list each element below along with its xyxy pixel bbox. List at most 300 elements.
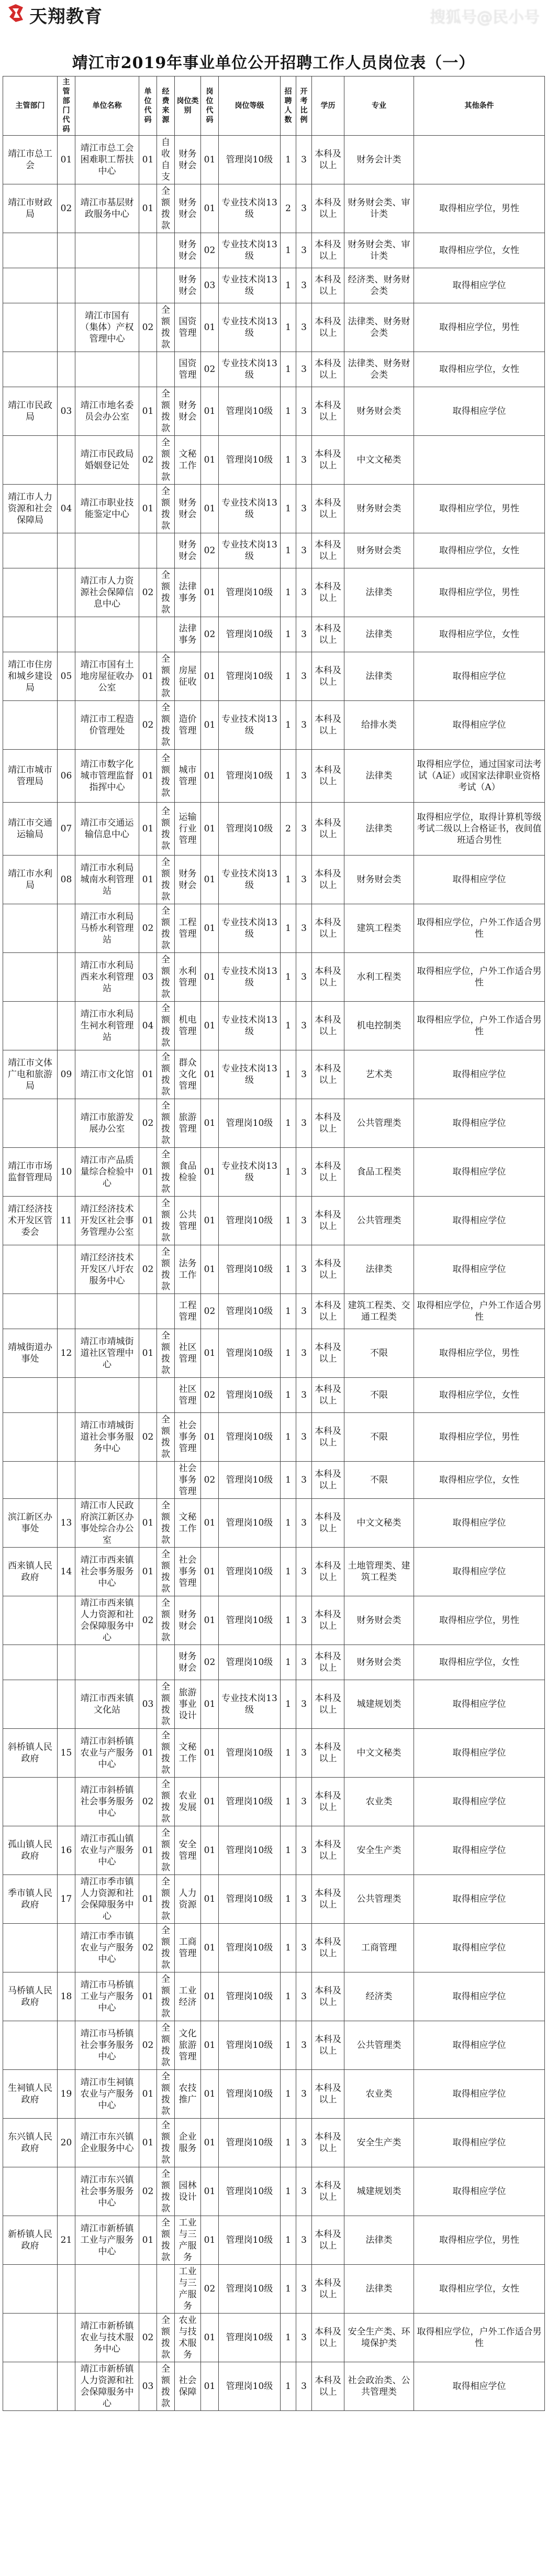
ratio-cell: 3 — [296, 701, 312, 750]
fund-cell: 全额拨款 — [157, 652, 175, 701]
education-cell: 本科及以上 — [312, 1148, 344, 1197]
education-cell: 本科及以上 — [312, 1875, 344, 1924]
education-cell: 本科及以上 — [312, 803, 344, 856]
count-cell: 1 — [281, 485, 296, 533]
education-cell: 本科及以上 — [312, 2119, 344, 2167]
dept-code-cell: 21 — [58, 2216, 75, 2265]
fund-cell: 全额拨款 — [157, 1548, 175, 1596]
post-code-cell: 01 — [201, 2216, 219, 2265]
fund-cell: 全额拨款 — [157, 568, 175, 617]
major-cell: 财务会计类 — [344, 136, 414, 184]
education-cell: 本科及以上 — [312, 750, 344, 803]
major-cell: 财务财会类 — [344, 1645, 414, 1680]
category-cell: 文化旅游管理 — [175, 2021, 201, 2070]
count-cell: 2 — [281, 803, 296, 856]
post-code-cell: 02 — [201, 1378, 219, 1413]
unit-code-cell: 01 — [139, 2119, 157, 2167]
ratio-cell: 3 — [296, 2119, 312, 2167]
col-header: 岗位代码 — [201, 76, 219, 136]
post-code-cell: 01 — [201, 1778, 219, 1826]
other-cell: 取得相应学位，户外工作适合男性 — [414, 953, 545, 1002]
ratio-cell: 3 — [296, 533, 312, 568]
fund-cell — [157, 2265, 175, 2314]
other-cell: 取得相应学位，男性 — [414, 1413, 545, 1462]
education-cell: 本科及以上 — [312, 856, 344, 904]
post-code-cell: 01 — [201, 1050, 219, 1099]
fund-cell: 自收自支 — [157, 136, 175, 184]
dept-code-cell — [58, 303, 75, 352]
ratio-cell: 3 — [296, 485, 312, 533]
dept-code-cell — [58, 568, 75, 617]
grade-cell: 管理岗10级 — [219, 1596, 281, 1645]
fund-cell: 全额拨款 — [157, 1245, 175, 1294]
fund-cell: 全额拨款 — [157, 485, 175, 533]
category-cell: 旅游管理 — [175, 1099, 201, 1148]
dept-cell — [3, 2021, 58, 2070]
category-cell: 财务财会 — [175, 184, 201, 233]
ratio-cell: 3 — [296, 1413, 312, 1462]
education-cell: 本科及以上 — [312, 1645, 344, 1680]
table-row — [3, 184, 545, 233]
fund-cell: 全额拨款 — [157, 856, 175, 904]
fund-cell: 全额拨款 — [157, 1924, 175, 1972]
grade-cell: 管理岗10级 — [219, 387, 281, 436]
other-cell: 取得相应学位 — [414, 1548, 545, 1596]
dept-cell — [3, 2314, 58, 2362]
post-code-cell: 02 — [201, 1294, 219, 1329]
ratio-cell: 3 — [296, 2216, 312, 2265]
dept-cell: 滨江新区办事处 — [3, 1499, 58, 1548]
count-cell: 1 — [281, 1462, 296, 1499]
other-cell: 取得相应学位，女性 — [414, 617, 545, 652]
dept-code-cell: 20 — [58, 2119, 75, 2167]
dept-cell: 东兴镇人民政府 — [3, 2119, 58, 2167]
unit-code-cell — [139, 268, 157, 303]
count-cell: 1 — [281, 1924, 296, 1972]
post-code-cell: 01 — [201, 1548, 219, 1596]
unit-cell: 靖江市东兴镇企业服务中心 — [75, 2119, 139, 2167]
category-cell: 社区管理 — [175, 1329, 201, 1378]
unit-code-cell: 02 — [139, 436, 157, 485]
major-cell: 财务财会类 — [344, 1596, 414, 1645]
category-cell: 运输行业管理 — [175, 803, 201, 856]
page-title: 靖江市2019年事业单位公开招聘工作人员岗位表（一） — [72, 54, 475, 72]
post-code-cell: 01 — [201, 1245, 219, 1294]
dept-cell: 靖城街道办事处 — [3, 1329, 58, 1378]
dept-code-cell: 19 — [58, 2070, 75, 2119]
table-row — [3, 268, 545, 303]
education-cell: 本科及以上 — [312, 485, 344, 533]
unit-cell — [75, 268, 139, 303]
grade-cell: 管理岗10级 — [219, 2362, 281, 2411]
dept-code-cell — [58, 2167, 75, 2216]
fund-cell — [157, 268, 175, 303]
grade-cell: 管理岗10级 — [219, 1197, 281, 1245]
dept-cell — [3, 701, 58, 750]
other-cell: 取得相应学位，女性 — [414, 2265, 545, 2314]
unit-code-cell: 01 — [139, 485, 157, 533]
category-cell: 造价管理 — [175, 701, 201, 750]
fund-cell — [157, 533, 175, 568]
major-cell: 法律类、财务财会类 — [344, 352, 414, 387]
dept-code-cell: 06 — [58, 750, 75, 803]
fund-cell: 全额拨款 — [157, 436, 175, 485]
ratio-cell: 3 — [296, 1548, 312, 1596]
grade-cell: 专业技术岗13级 — [219, 233, 281, 268]
education-cell: 本科及以上 — [312, 1197, 344, 1245]
fund-cell: 全额拨款 — [157, 1413, 175, 1462]
table-row — [3, 1499, 545, 1548]
dept-cell — [3, 1680, 58, 1729]
unit-cell — [75, 1645, 139, 1680]
major-cell: 中文文秘类 — [344, 436, 414, 485]
post-code-cell: 01 — [201, 1972, 219, 2021]
grade-cell: 管理岗10级 — [219, 1329, 281, 1378]
other-cell: 取得相应学位 — [414, 1875, 545, 1924]
post-code-cell: 02 — [201, 352, 219, 387]
fund-cell: 全额拨款 — [157, 1148, 175, 1197]
fund-cell: 全额拨款 — [157, 1778, 175, 1826]
other-cell: 取得相应学位 — [414, 701, 545, 750]
dept-code-cell — [58, 953, 75, 1002]
post-code-cell: 01 — [201, 2119, 219, 2167]
major-cell: 食品工程类 — [344, 1148, 414, 1197]
fund-cell: 全额拨款 — [157, 1729, 175, 1778]
brand-name: 天翔教育 — [29, 6, 103, 27]
ratio-cell: 3 — [296, 1197, 312, 1245]
dept-cell: 西来镇人民政府 — [3, 1548, 58, 1596]
education-cell: 本科及以上 — [312, 533, 344, 568]
post-code-cell: 01 — [201, 1924, 219, 1972]
unit-cell: 靖江市水利局城南水利管理站 — [75, 856, 139, 904]
count-cell: 1 — [281, 2216, 296, 2265]
ratio-cell: 3 — [296, 1645, 312, 1680]
count-cell: 1 — [281, 1099, 296, 1148]
fund-cell: 全额拨款 — [157, 2070, 175, 2119]
fund-cell: 全额拨款 — [157, 1329, 175, 1378]
ratio-cell: 3 — [296, 1596, 312, 1645]
dept-code-cell — [58, 904, 75, 953]
unit-cell: 靖江市水利局生祠水利管理站 — [75, 1002, 139, 1050]
table-row — [3, 136, 545, 184]
fund-cell: 全额拨款 — [157, 1499, 175, 1548]
other-cell: 取得相应学位 — [414, 387, 545, 436]
major-cell: 法律类 — [344, 2216, 414, 2265]
dept-cell: 靖江市人力资源和社会保障局 — [3, 485, 58, 533]
post-code-cell: 01 — [201, 1099, 219, 1148]
major-cell: 财务财会类 — [344, 387, 414, 436]
fund-cell: 全额拨款 — [157, 2314, 175, 2362]
education-cell: 本科及以上 — [312, 1729, 344, 1778]
major-cell: 法律类 — [344, 617, 414, 652]
grade-cell: 专业技术岗13级 — [219, 953, 281, 1002]
grade-cell: 管理岗10级 — [219, 2314, 281, 2362]
ratio-cell: 3 — [296, 1002, 312, 1050]
unit-code-cell: 02 — [139, 1413, 157, 1462]
post-code-cell: 01 — [201, 1729, 219, 1778]
table-row — [3, 2167, 545, 2216]
fund-cell: 全额拨款 — [157, 1002, 175, 1050]
count-cell: 1 — [281, 1645, 296, 1680]
unit-code-cell: 01 — [139, 1148, 157, 1197]
grade-cell: 专业技术岗13级 — [219, 904, 281, 953]
count-cell: 1 — [281, 2265, 296, 2314]
grade-cell: 管理岗10级 — [219, 617, 281, 652]
unit-code-cell: 01 — [139, 184, 157, 233]
post-code-cell: 01 — [201, 485, 219, 533]
education-cell: 本科及以上 — [312, 2021, 344, 2070]
dept-cell: 季市镇人民政府 — [3, 1875, 58, 1924]
ratio-cell: 3 — [296, 1729, 312, 1778]
fund-cell — [157, 1645, 175, 1680]
fund-cell: 全额拨款 — [157, 1050, 175, 1099]
other-cell: 取得相应学位，户外工作适合男性 — [414, 2314, 545, 2362]
table-row — [3, 856, 545, 904]
grade-cell: 管理岗10级 — [219, 1645, 281, 1680]
category-cell: 财务财会 — [175, 1645, 201, 1680]
table-row — [3, 1548, 545, 1596]
other-cell: 取得相应学位 — [414, 1050, 545, 1099]
ratio-cell: 3 — [296, 856, 312, 904]
other-cell: 取得相应学位，女性 — [414, 1462, 545, 1499]
major-cell: 法律类 — [344, 2265, 414, 2314]
dept-cell — [3, 904, 58, 953]
count-cell: 1 — [281, 1197, 296, 1245]
ratio-cell: 3 — [296, 2021, 312, 2070]
ratio-cell: 3 — [296, 1245, 312, 1294]
table-row — [3, 2119, 545, 2167]
category-cell: 财务财会 — [175, 387, 201, 436]
unit-code-cell: 01 — [139, 1329, 157, 1378]
table-row — [3, 701, 545, 750]
other-cell: 取得相应学位 — [414, 2362, 545, 2411]
ratio-cell: 3 — [296, 1875, 312, 1924]
grade-cell: 管理岗10级 — [219, 1826, 281, 1875]
post-code-cell: 01 — [201, 436, 219, 485]
other-cell: 取得相应学位，男性 — [414, 1329, 545, 1378]
dept-code-cell — [58, 1680, 75, 1729]
count-cell: 1 — [281, 1329, 296, 1378]
major-cell: 法律类 — [344, 568, 414, 617]
major-cell: 法律类 — [344, 1245, 414, 1294]
category-cell: 财务财会 — [175, 268, 201, 303]
education-cell: 本科及以上 — [312, 617, 344, 652]
post-code-cell: 01 — [201, 701, 219, 750]
unit-cell: 靖江市生祠镇农业与产服务中心 — [75, 2070, 139, 2119]
grade-cell: 管理岗10级 — [219, 1875, 281, 1924]
table-row — [3, 803, 545, 856]
grade-cell: 管理岗10级 — [219, 1245, 281, 1294]
education-cell: 本科及以上 — [312, 652, 344, 701]
unit-code-cell: 01 — [139, 1548, 157, 1596]
table-row — [3, 1197, 545, 1245]
major-cell: 社会政治类、公共管理类 — [344, 2362, 414, 2411]
dept-code-cell: 09 — [58, 1050, 75, 1099]
dept-code-cell: 11 — [58, 1197, 75, 1245]
count-cell: 1 — [281, 233, 296, 268]
unit-code-cell — [139, 352, 157, 387]
dept-cell — [3, 533, 58, 568]
ratio-cell: 3 — [296, 1778, 312, 1826]
post-code-cell: 01 — [201, 1680, 219, 1729]
unit-code-cell — [139, 617, 157, 652]
unit-code-cell: 02 — [139, 1778, 157, 1826]
grade-cell: 管理岗10级 — [219, 1413, 281, 1462]
count-cell: 1 — [281, 533, 296, 568]
major-cell: 经济类 — [344, 1972, 414, 2021]
table-row — [3, 617, 545, 652]
dept-code-cell — [58, 2314, 75, 2362]
major-cell: 给排水类 — [344, 701, 414, 750]
unit-cell: 靖江市西来镇社会事务服务中心 — [75, 1548, 139, 1596]
post-code-cell: 02 — [201, 533, 219, 568]
ratio-cell: 3 — [296, 268, 312, 303]
dept-code-cell — [58, 2265, 75, 2314]
fund-cell: 全额拨款 — [157, 1099, 175, 1148]
ratio-cell: 3 — [296, 436, 312, 485]
count-cell: 1 — [281, 953, 296, 1002]
dept-cell — [3, 1378, 58, 1413]
major-cell: 公共管理类 — [344, 1197, 414, 1245]
unit-cell: 靖江市职业技能鉴定中心 — [75, 485, 139, 533]
fund-cell — [157, 233, 175, 268]
ratio-cell: 3 — [296, 568, 312, 617]
count-cell: 1 — [281, 568, 296, 617]
dept-code-cell — [58, 701, 75, 750]
table-row — [3, 1596, 545, 1645]
major-cell: 安全生产类 — [344, 2119, 414, 2167]
grade-cell: 管理岗10级 — [219, 2167, 281, 2216]
education-cell: 本科及以上 — [312, 1680, 344, 1729]
grade-cell: 管理岗10级 — [219, 1378, 281, 1413]
category-cell: 农业发展 — [175, 1778, 201, 1826]
table-row — [3, 1099, 545, 1148]
table-row — [3, 1050, 545, 1099]
count-cell: 1 — [281, 2070, 296, 2119]
table-row — [3, 1148, 545, 1197]
dept-cell: 靖江市水利局 — [3, 856, 58, 904]
brand-logo-icon — [5, 3, 26, 23]
education-cell: 本科及以上 — [312, 387, 344, 436]
category-cell: 工业与三产服务 — [175, 2265, 201, 2314]
unit-cell: 靖江市地名委员会办公室 — [75, 387, 139, 436]
ratio-cell: 3 — [296, 1826, 312, 1875]
unit-code-cell: 02 — [139, 2021, 157, 2070]
grade-cell: 管理岗10级 — [219, 1294, 281, 1329]
unit-code-cell: 01 — [139, 1050, 157, 1099]
major-cell: 不限 — [344, 1329, 414, 1378]
dept-code-cell — [58, 1378, 75, 1413]
post-code-cell: 01 — [201, 2362, 219, 2411]
dept-cell: 生祠镇人民政府 — [3, 2070, 58, 2119]
unit-cell: 靖江市产品质量综合检验中心 — [75, 1148, 139, 1197]
education-cell: 本科及以上 — [312, 1972, 344, 2021]
dept-code-cell — [58, 1294, 75, 1329]
dept-cell — [3, 617, 58, 652]
major-cell: 法律类、财务财会类 — [344, 303, 414, 352]
other-cell: 取得相应学位，男性 — [414, 485, 545, 533]
post-code-cell: 01 — [201, 904, 219, 953]
unit-cell — [75, 617, 139, 652]
other-cell: 取得相应学位 — [414, 1972, 545, 2021]
category-cell: 工业经济 — [175, 1972, 201, 2021]
post-code-cell: 01 — [201, 568, 219, 617]
education-cell: 本科及以上 — [312, 1378, 344, 1413]
count-cell: 1 — [281, 303, 296, 352]
count-cell: 1 — [281, 1294, 296, 1329]
major-cell: 经济类、财务财会类 — [344, 268, 414, 303]
count-cell: 1 — [281, 268, 296, 303]
education-cell: 本科及以上 — [312, 904, 344, 953]
education-cell: 本科及以上 — [312, 1778, 344, 1826]
ratio-cell: 3 — [296, 1378, 312, 1413]
ratio-cell: 3 — [296, 1680, 312, 1729]
major-cell: 建筑工程类 — [344, 904, 414, 953]
category-cell: 财务财会 — [175, 533, 201, 568]
table-row — [3, 387, 545, 436]
major-cell: 农业类 — [344, 2070, 414, 2119]
major-cell: 公共管理类 — [344, 1875, 414, 1924]
other-cell: 取得相应学位 — [414, 1729, 545, 1778]
other-cell: 取得相应学位 — [414, 1148, 545, 1197]
dept-cell — [3, 233, 58, 268]
table-row — [3, 533, 545, 568]
unit-cell: 靖江市文化馆 — [75, 1050, 139, 1099]
dept-code-cell: 14 — [58, 1548, 75, 1596]
post-code-cell: 02 — [201, 2265, 219, 2314]
education-cell: 本科及以上 — [312, 1924, 344, 1972]
dept-code-cell — [58, 1645, 75, 1680]
dept-cell: 新桥镇人民政府 — [3, 2216, 58, 2265]
major-cell: 工商管理 — [344, 1924, 414, 1972]
fund-cell: 全额拨款 — [157, 1875, 175, 1924]
col-header: 招聘人数 — [281, 76, 296, 136]
category-cell: 文秘工作 — [175, 436, 201, 485]
fund-cell: 全额拨款 — [157, 387, 175, 436]
fund-cell: 全额拨款 — [157, 2362, 175, 2411]
category-cell: 农业与技术服务 — [175, 2314, 201, 2362]
grade-cell: 专业技术岗13级 — [219, 303, 281, 352]
post-code-cell: 01 — [201, 2314, 219, 2362]
grade-cell: 管理岗10级 — [219, 750, 281, 803]
category-cell: 人力资源 — [175, 1875, 201, 1924]
post-code-cell: 01 — [201, 1875, 219, 1924]
dept-cell: 靖江市总工会 — [3, 136, 58, 184]
dept-code-cell: 16 — [58, 1826, 75, 1875]
col-header: 岗位等级 — [219, 76, 281, 136]
category-cell: 农技推广 — [175, 2070, 201, 2119]
unit-code-cell: 01 — [139, 803, 157, 856]
dept-code-cell — [58, 1778, 75, 1826]
education-cell: 本科及以上 — [312, 268, 344, 303]
table-row — [3, 303, 545, 352]
dept-cell: 靖江市交通运输局 — [3, 803, 58, 856]
other-cell: 取得相应学位，女性 — [414, 233, 545, 268]
other-cell: 取得相应学位 — [414, 2070, 545, 2119]
category-cell: 旅游事业设计 — [175, 1680, 201, 1729]
unit-cell: 靖江市总工会困难职工帮扶中心 — [75, 136, 139, 184]
category-cell: 群众文化管理 — [175, 1050, 201, 1099]
category-cell: 财务财会 — [175, 856, 201, 904]
dept-cell — [3, 1596, 58, 1645]
post-code-cell: 03 — [201, 268, 219, 303]
category-cell: 社会事务管理 — [175, 1413, 201, 1462]
category-cell: 法律事务 — [175, 568, 201, 617]
post-code-cell: 02 — [201, 233, 219, 268]
major-cell: 财务财会类 — [344, 485, 414, 533]
unit-code-cell: 01 — [139, 1826, 157, 1875]
grade-cell: 管理岗10级 — [219, 1729, 281, 1778]
